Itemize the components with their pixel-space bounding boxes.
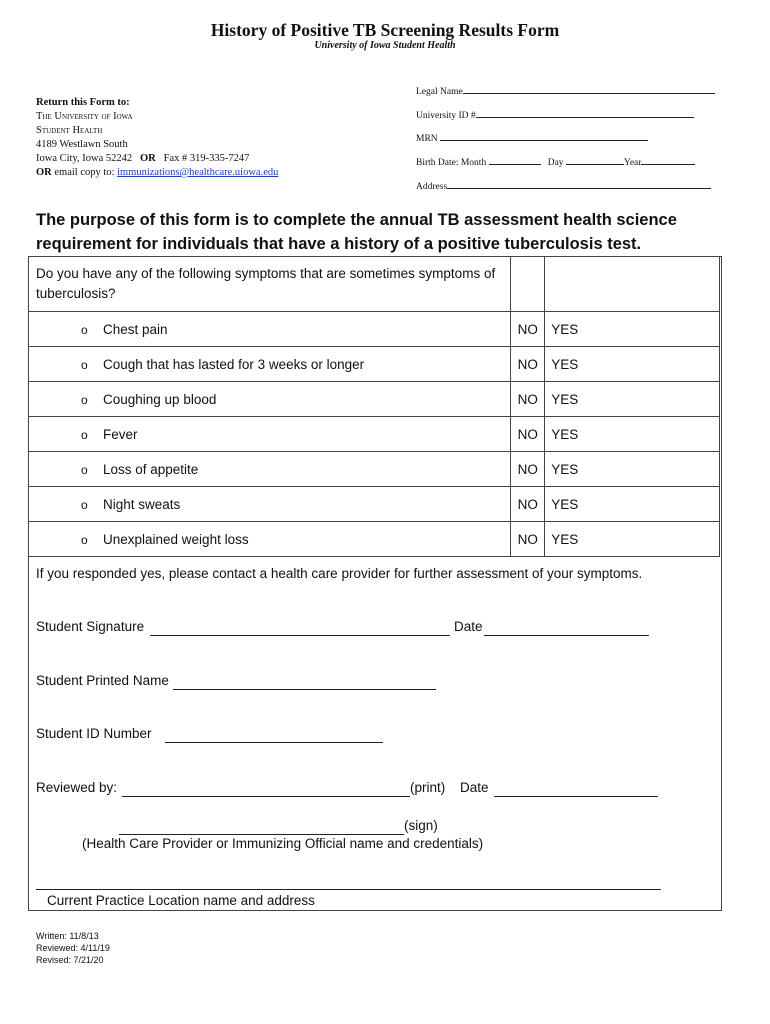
- symptom-label: Chest pain: [103, 321, 168, 337]
- sign-label: (sign): [404, 818, 438, 833]
- practice-location-label: Current Practice Location name and address: [47, 893, 315, 908]
- birth-day-label: Day: [547, 158, 564, 168]
- bullet-icon: o: [81, 322, 88, 337]
- symptom-row: [29, 452, 720, 487]
- yes-option[interactable]: YES: [545, 382, 720, 417]
- symptom-row: [29, 347, 720, 382]
- symptom-row: [29, 522, 720, 557]
- legal-name-line[interactable]: [463, 93, 715, 94]
- symptom-label: Loss of appetite: [103, 461, 199, 477]
- legal-name-label: Legal Name: [416, 87, 463, 97]
- return-city: Iowa City, Iowa 52242: [36, 153, 133, 164]
- student-id-line[interactable]: [165, 742, 383, 743]
- symptom-questionnaire: [28, 256, 722, 911]
- email-prefix: email copy to:: [54, 167, 115, 178]
- or-label-2: OR: [36, 167, 52, 178]
- return-address-block: [36, 96, 278, 180]
- university-id-field: [416, 111, 694, 121]
- birth-month-line[interactable]: [489, 164, 541, 165]
- legal-name-field: [416, 87, 715, 97]
- fax-number: Fax # 319-335-7247: [163, 153, 250, 164]
- no-option[interactable]: NO: [511, 382, 545, 417]
- no-option[interactable]: NO: [511, 452, 545, 487]
- birth-date-field: [416, 158, 695, 168]
- written-date: Written: 11/8/13: [36, 931, 99, 941]
- mrn-label: MRN: [416, 134, 438, 144]
- return-line2: Student Health: [36, 125, 103, 136]
- printed-name-label: Student Printed Name: [36, 673, 169, 688]
- return-line3: 4189 Westlawn South: [36, 139, 128, 150]
- question-no-blank: [511, 257, 545, 312]
- symptom-row: [29, 487, 720, 522]
- symptom-label: Fever: [103, 426, 138, 442]
- yes-option[interactable]: YES: [545, 522, 720, 557]
- yes-option[interactable]: YES: [545, 417, 720, 452]
- no-option[interactable]: NO: [511, 487, 545, 522]
- symptom-cell: [29, 522, 511, 557]
- bullet-icon: o: [81, 357, 88, 372]
- symptom-cell: [29, 382, 511, 417]
- symptom-label: Unexplained weight loss: [103, 531, 249, 547]
- return-email-line: [36, 166, 278, 180]
- no-option[interactable]: NO: [511, 522, 545, 557]
- or-label: OR: [140, 153, 156, 164]
- symptom-row: [29, 312, 720, 347]
- mrn-field: [416, 134, 648, 144]
- reviewed-by-label: Reviewed by:: [36, 780, 118, 795]
- review-date-label: Date: [460, 780, 489, 795]
- return-heading: Return this Form to:: [36, 97, 130, 108]
- revised-date: Revised: 7/21/20: [36, 955, 104, 965]
- bullet-icon: o: [81, 532, 88, 547]
- reviewed-by-line[interactable]: [122, 796, 410, 797]
- yes-option[interactable]: YES: [545, 487, 720, 522]
- student-signature-label: Student Signature: [36, 619, 145, 634]
- bullet-icon: o: [81, 497, 88, 512]
- address-field: [416, 182, 711, 192]
- symptom-row: [29, 382, 720, 417]
- symptom-cell: [29, 487, 511, 522]
- yes-option[interactable]: YES: [545, 452, 720, 487]
- university-id-line[interactable]: [476, 117, 694, 118]
- address-line[interactable]: [447, 188, 711, 189]
- mrn-line[interactable]: [440, 140, 648, 141]
- symptom-cell: [29, 312, 511, 347]
- print-label: (print): [410, 780, 446, 795]
- practice-location-line[interactable]: [36, 889, 661, 890]
- provider-note: (Health Care Provider or Immunizing Official name and credentials): [82, 836, 484, 851]
- birth-year-line[interactable]: [641, 164, 695, 165]
- yes-option[interactable]: YES: [545, 347, 720, 382]
- student-id-label: Student ID Number: [36, 726, 152, 741]
- birth-day-line[interactable]: [566, 164, 624, 165]
- question-yes-blank: [545, 257, 720, 312]
- email-link[interactable]: immunizations@healthcare.uiowa.edu: [117, 167, 279, 178]
- yes-option[interactable]: YES: [545, 312, 720, 347]
- reviewed-date: Reviewed: 4/11/19: [36, 943, 110, 953]
- printed-name-line[interactable]: [173, 689, 436, 690]
- form-title: History of Positive TB Screening Results Form: [210, 20, 560, 40]
- return-city-line: [36, 152, 278, 166]
- return-line1: The University of Iowa: [36, 111, 133, 122]
- symptom-cell: [29, 347, 511, 382]
- followup-text: If you responded yes, please contact a health care provider for further assessment of your symptoms.: [36, 566, 643, 581]
- provider-sign-line[interactable]: [119, 834, 404, 835]
- symptom-label: Cough that has lasted for 3 weeks or longer: [103, 356, 365, 372]
- birth-year-label: Year: [623, 158, 642, 168]
- no-option[interactable]: NO: [511, 347, 545, 382]
- date-line[interactable]: [484, 635, 649, 636]
- university-id-label: University ID #: [416, 111, 476, 121]
- date-label: Date: [454, 619, 483, 634]
- purpose-statement: The purpose of this form is to complete the annual TB assessment health science requirement for individuals that have a history of a positive tuberculosis test.: [36, 211, 677, 253]
- question-row: [29, 257, 720, 312]
- form-subtitle: University of Iowa Student Health: [314, 40, 456, 51]
- symptom-table: [28, 256, 720, 557]
- review-date-line[interactable]: [494, 796, 658, 797]
- bullet-icon: o: [81, 427, 88, 442]
- address-label: Address: [416, 182, 448, 192]
- symptom-label: Coughing up blood: [103, 391, 217, 407]
- symptom-label: Night sweats: [103, 496, 181, 512]
- no-option[interactable]: NO: [511, 312, 545, 347]
- bullet-icon: o: [81, 462, 88, 477]
- no-option[interactable]: NO: [511, 417, 545, 452]
- symptom-row: [29, 417, 720, 452]
- symptom-cell: [29, 417, 511, 452]
- bullet-icon: o: [81, 392, 88, 407]
- revision-footer: [36, 930, 110, 966]
- symptom-cell: [29, 452, 511, 487]
- question-text: Do you have any of the following symptoms that are sometimes symptoms of tuberculosis?: [29, 257, 511, 312]
- birth-month-label: Birth Date: Month: [416, 158, 487, 168]
- student-signature-line[interactable]: [150, 635, 450, 636]
